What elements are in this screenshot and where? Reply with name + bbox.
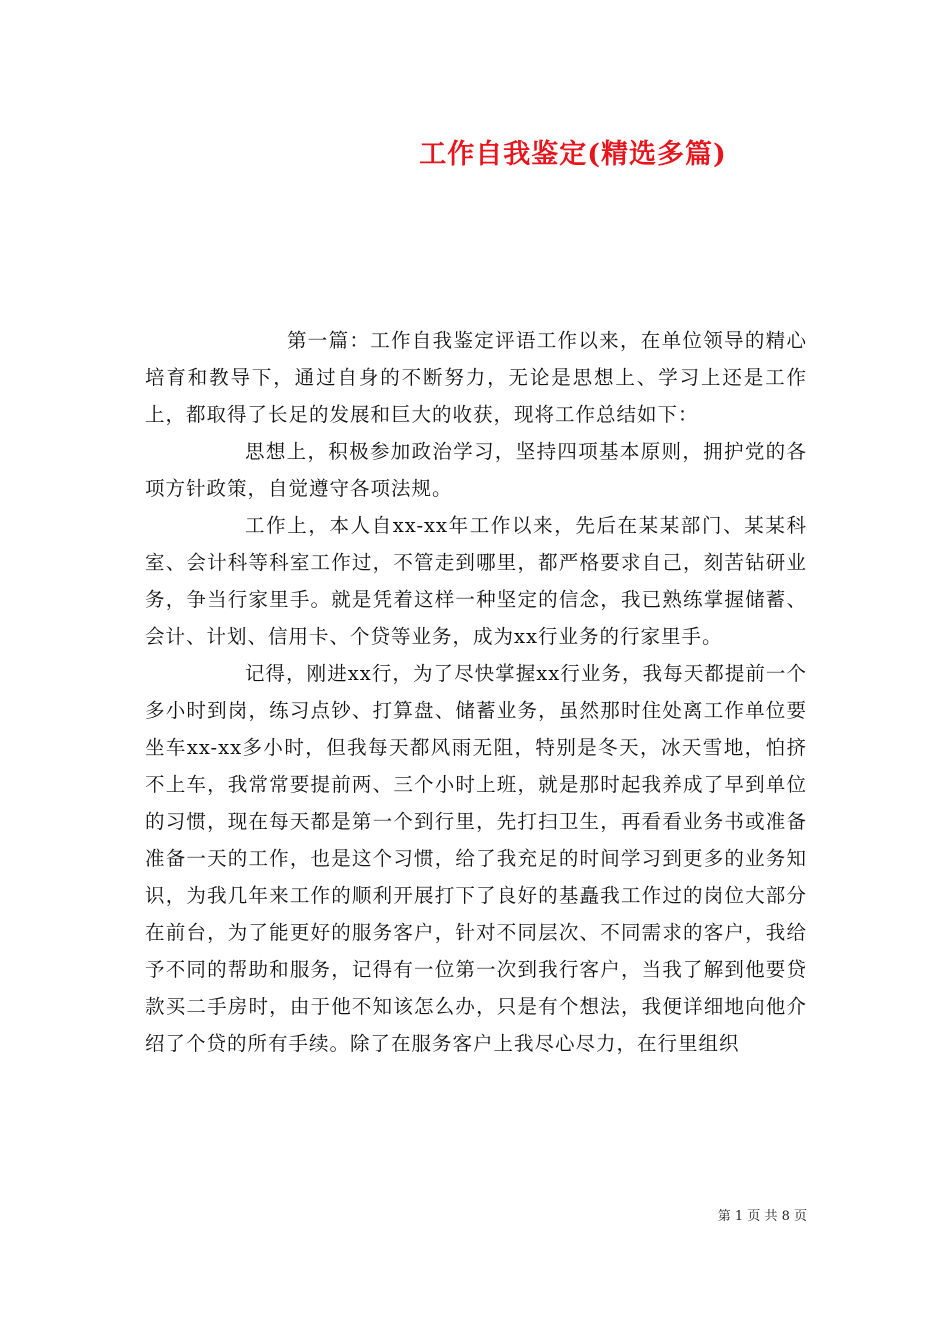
document-body	[145, 322, 807, 1062]
paragraph: 第一篇：工作自我鉴定评语工作以来，在单位领导的精心培育和教导下，通过自身的不断努力，无论是思想上、学习上还是工作上，都取得了长足的发展和巨大的收获，现将工作总结如下：	[145, 329, 807, 426]
paragraph: 记得，刚进xx行，为了尽快掌握xx行业务，我每天都提前一个多小时到岗，练习点钞、打算盘、储蓄业务，虽然那时住处离工作单位要坐车xx-xx多小时，但我每天都风雨无阻，特别是冬天，冰天雪地，怕挤不上车，我常常要提前两、三个小时上班，就是那时起我养成了早到单位的习惯，现在每天都是第一个到行里，先打扫卫生，再看看业务书或准备准备一天的工作，也是这个习惯，给了我充足的时间学习到更多的业务知识，为我几年来工作的顺利开展打下了良好的基矗我工作过的岗位大部分在前台，为了能更好的服务客户，针对不同层次、不同需求的客户，我给予不同的帮助和服务，记得有一位第一次到我行客户，当我了解到他要贷款买二手房时，由于他不知该怎么办，只是有个想法，我便详细地向他介绍了个贷的所有手续。除了在服务客户上我尽心尽力，在行里组织	[145, 662, 807, 1055]
page-footer: 第 1 页 共 8 页	[717, 1209, 807, 1224]
paragraph: 工作上，本人自xx-xx年工作以来，先后在某某部门、某某科室、会计科等科室工作过，不管走到哪里，都严格要求自己，刻苦钻研业务，争当行家里手。就是凭着这样一种坚定的信念，我已熟练掌握储蓄、会计、计划、信用卡、个贷等业务，成为xx行业务的行家里手。	[145, 514, 807, 648]
paragraph: 思想上，积极参加政治学习，坚持四项基本原则，拥护党的各项方针政策，自觉遵守各项法规。	[145, 440, 807, 500]
document-title: 工作自我鉴定(精选多篇)	[419, 139, 727, 170]
